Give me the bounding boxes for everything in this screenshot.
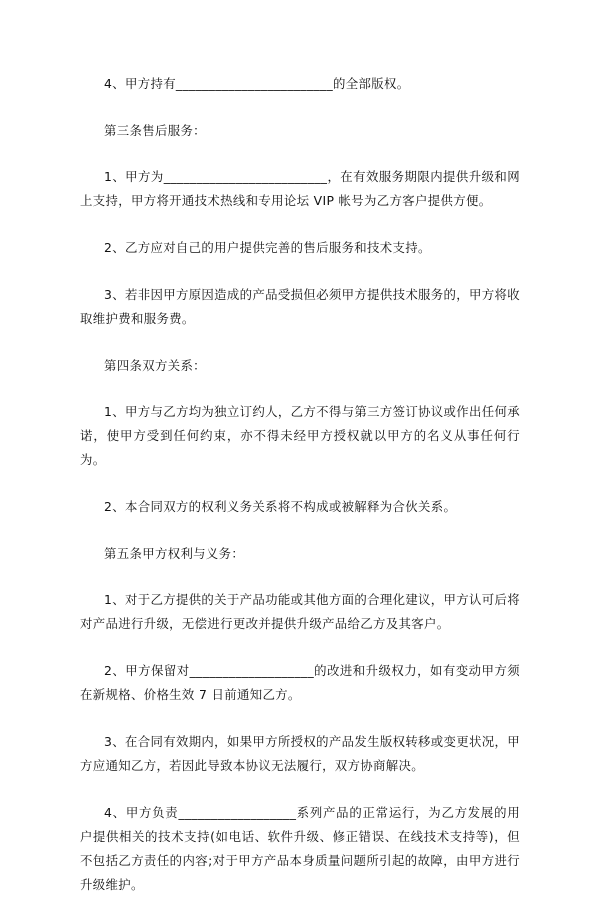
clause-support-period: 1、甲方为_________________________，在有效服务期限内提供升级和网上支持，甲方将开通技术热线和专用论坛 VIP 帐号为乙方客户提供方便。 xyxy=(80,169,520,208)
clause-upgrade-rights: 2、甲方保留对___________________的改进和升级权力，如有变动甲方须在新规格、价格生效 7 日前通知乙方。 xyxy=(80,663,520,702)
document-body xyxy=(80,72,520,920)
clause-customer-service: 2、乙方应对自己的用户提供完善的售后服务和技术支持。 xyxy=(104,240,431,255)
clause-copyright-transfer: 3、在合同有效期内，如果甲方所授权的产品发生版权转移或变更状况，甲方应通知乙方，若因此导致本协议无法履行，双方协商解决。 xyxy=(80,734,520,773)
section-heading-after-sales: 第三条售后服务： xyxy=(104,123,206,138)
section-heading-party-a-rights: 第五条甲方权利与义务： xyxy=(104,546,245,561)
clause-product-suggestions: 1、对于乙方提供的关于产品功能或其他方面的合理化建议，甲方认可后将对产品进行升级，无偿进行更改并提供升级产品给乙方及其客户。 xyxy=(80,592,520,631)
clause-service-fees: 3、若非因甲方原因造成的产品受损但必须甲方提供技术服务的，甲方将收取维护费和服务费。 xyxy=(80,287,520,326)
clause-not-partnership: 2、本合同双方的权利义务关系将不构成或被解释为合伙关系。 xyxy=(104,499,457,514)
clause-independent-contractors: 1、甲方与乙方均为独立订约人，乙方不得与第三方签订协议或作出任何承诺，使甲方受到任何约束，亦不得未经甲方授权就以甲方的名义从事任何行为。 xyxy=(80,404,520,467)
clause-technical-support: 4、甲方负责__________________系列产品的正常运行，为乙方发展的用户提供相关的技术支持(如电话、软件升级、修正错误、在线技术支持等)，但不包括乙方责任的内容;对于甲方产品本身质量问题所引起的故障，由甲方进行升级维护。 xyxy=(80,805,520,892)
section-heading-relationship: 第四条双方关系： xyxy=(104,358,206,373)
clause-copyright: 4、甲方持有________________________的全部版权。 xyxy=(104,76,410,91)
